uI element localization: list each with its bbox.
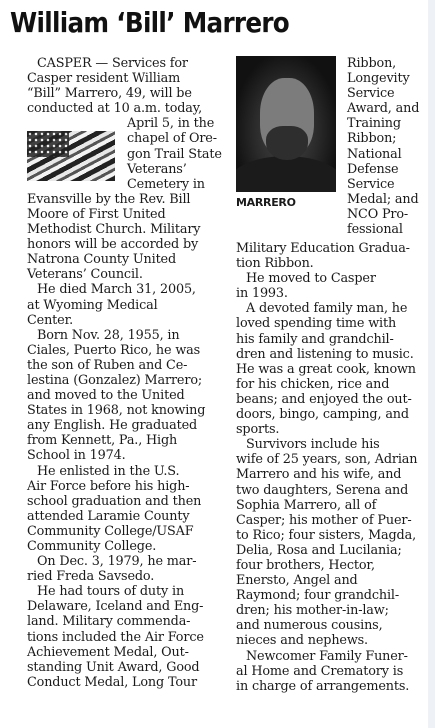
text-line: Methodist Church. Military	[27, 222, 201, 238]
text-line: land. Military commenda-	[27, 614, 191, 630]
text-line: He was a great cook, known	[236, 361, 416, 377]
text-line: in 1993.	[236, 286, 288, 302]
text-line: Ciales, Puerto Rico, he was	[27, 342, 201, 358]
text-line: Award, and	[347, 101, 420, 117]
portrait-photo	[236, 56, 336, 192]
text-line: standing Unit Award, Good	[27, 659, 200, 675]
text-line: and numerous cousins,	[236, 618, 383, 634]
text-line: Natrona County United	[27, 252, 177, 268]
text-line: Raymond; four grandchil-	[236, 588, 399, 604]
text-line: Ribbon,	[347, 56, 397, 71]
text-line: Delaware, Iceland and Eng-	[27, 599, 204, 615]
text-line: On Dec. 3, 1979, he mar-	[37, 554, 197, 570]
text-line: honors will be accorded by	[27, 237, 199, 253]
text-line: and moved to the United	[27, 388, 185, 404]
text-line: beans; and enjoyed the out-	[236, 391, 412, 407]
text-line: April 5, in the	[127, 116, 215, 132]
text-line: for his chicken, rice and	[236, 376, 390, 392]
text-line: Training	[347, 116, 401, 132]
text-line: Community College.	[27, 539, 157, 554]
photo-caption: MARRERO	[236, 196, 296, 209]
text-line: Cemetery in	[127, 176, 205, 192]
text-line: A devoted family man, he	[246, 301, 408, 317]
obituary-headline: William ‘Bill’ Marrero	[10, 6, 290, 39]
text-line: Sophia Marrero, all of	[236, 497, 377, 513]
text-line: at Wyoming Medical	[27, 297, 158, 313]
text-line: Delia, Rosa and Lucilania;	[236, 542, 402, 558]
text-line: Medal; and	[347, 191, 419, 207]
text-line: dren; his mother-in-law;	[236, 603, 389, 619]
text-line: lestina (Gonzalez) Marrero;	[27, 372, 203, 388]
text-line: Military Education Gradua-	[236, 241, 410, 256]
text-line: attended Laramie County	[27, 508, 190, 524]
text-line: tion Ribbon.	[236, 256, 314, 272]
page-edge-divider	[428, 0, 435, 728]
text-line: Achievement Medal, Out-	[27, 644, 189, 660]
text-line: Air Force before his high-	[27, 478, 190, 494]
text-line: Center.	[27, 312, 74, 328]
text-line: He enlisted in the U.S.	[37, 463, 180, 479]
text-line: school graduation and then	[27, 493, 202, 509]
text-line: conducted at 10 a.m. today,	[27, 101, 203, 117]
text-line: ried Freda Savsedo.	[27, 569, 155, 585]
text-line: doors, bingo, camping, and	[236, 407, 409, 423]
text-line: dren and listening to music.	[236, 346, 414, 362]
text-line: gon Trail State	[127, 146, 222, 162]
text-line: “Bill” Marrero, 49, will be	[27, 86, 192, 102]
column-left	[27, 56, 222, 690]
text-line: nieces and nephews.	[236, 633, 368, 649]
text-line: States in 1968, not knowing	[27, 403, 206, 419]
text-line: Conduct Medal, Long Tour	[27, 674, 197, 690]
text-line: Defense	[347, 161, 399, 177]
text-line: the son of Ruben and Ce-	[27, 357, 188, 373]
text-line: Survivors include his	[246, 437, 380, 453]
text-line: He died March 31, 2005,	[37, 282, 196, 298]
text-line: any English. He graduated	[27, 418, 198, 434]
text-line: Ribbon;	[347, 131, 397, 147]
text-line: Community College/USAF	[27, 523, 194, 539]
text-line: to Rico; four sisters, Magda,	[236, 527, 416, 543]
text-line: CASPER — Services for	[37, 56, 188, 71]
text-line: from Kennett, Pa., High	[27, 433, 178, 449]
text-line: sports.	[236, 422, 280, 438]
text-line: loved spending time with	[236, 316, 397, 332]
text-line: Evansville by the Rev. Bill	[27, 191, 191, 207]
text-line: He had tours of duty in	[37, 584, 185, 600]
text-line: School in 1974.	[27, 448, 126, 464]
text-line: Veterans’	[127, 161, 187, 177]
text-line: in charge of arrangements.	[236, 678, 410, 694]
text-line: his family and grandchil-	[236, 331, 394, 347]
text-line: Casper; his mother of Puer-	[236, 512, 412, 528]
text-line: four brothers, Hector,	[236, 557, 375, 573]
text-line: chapel of Ore-	[127, 131, 217, 147]
text-line: National	[347, 146, 402, 162]
text-line: two daughters, Serena and	[236, 482, 409, 498]
column-right-top	[347, 56, 435, 237]
text-line: Veterans’ Council.	[27, 267, 143, 283]
text-line: He moved to Casper	[246, 271, 376, 287]
text-line: fessional	[347, 222, 403, 238]
text-line: Enersto, Angel and	[236, 573, 358, 589]
text-line: Longevity	[347, 71, 410, 87]
text-line: wife of 25 years, son, Adrian	[236, 452, 418, 468]
text-line: al Home and Crematory is	[236, 663, 404, 679]
text-line: Newcomer Family Funer-	[246, 648, 408, 664]
text-line: Born Nov. 28, 1955, in	[37, 327, 180, 343]
column-right-bottom	[236, 241, 431, 694]
text-line: NCO Pro-	[347, 206, 409, 222]
text-line: Casper resident William	[27, 71, 181, 87]
text-line: Moore of First United	[27, 206, 166, 222]
text-line: Marrero and his wife, and	[236, 467, 402, 483]
text-line: Service	[347, 86, 395, 102]
text-line: tions included the Air Force	[27, 629, 204, 645]
text-line: Service	[347, 176, 395, 192]
